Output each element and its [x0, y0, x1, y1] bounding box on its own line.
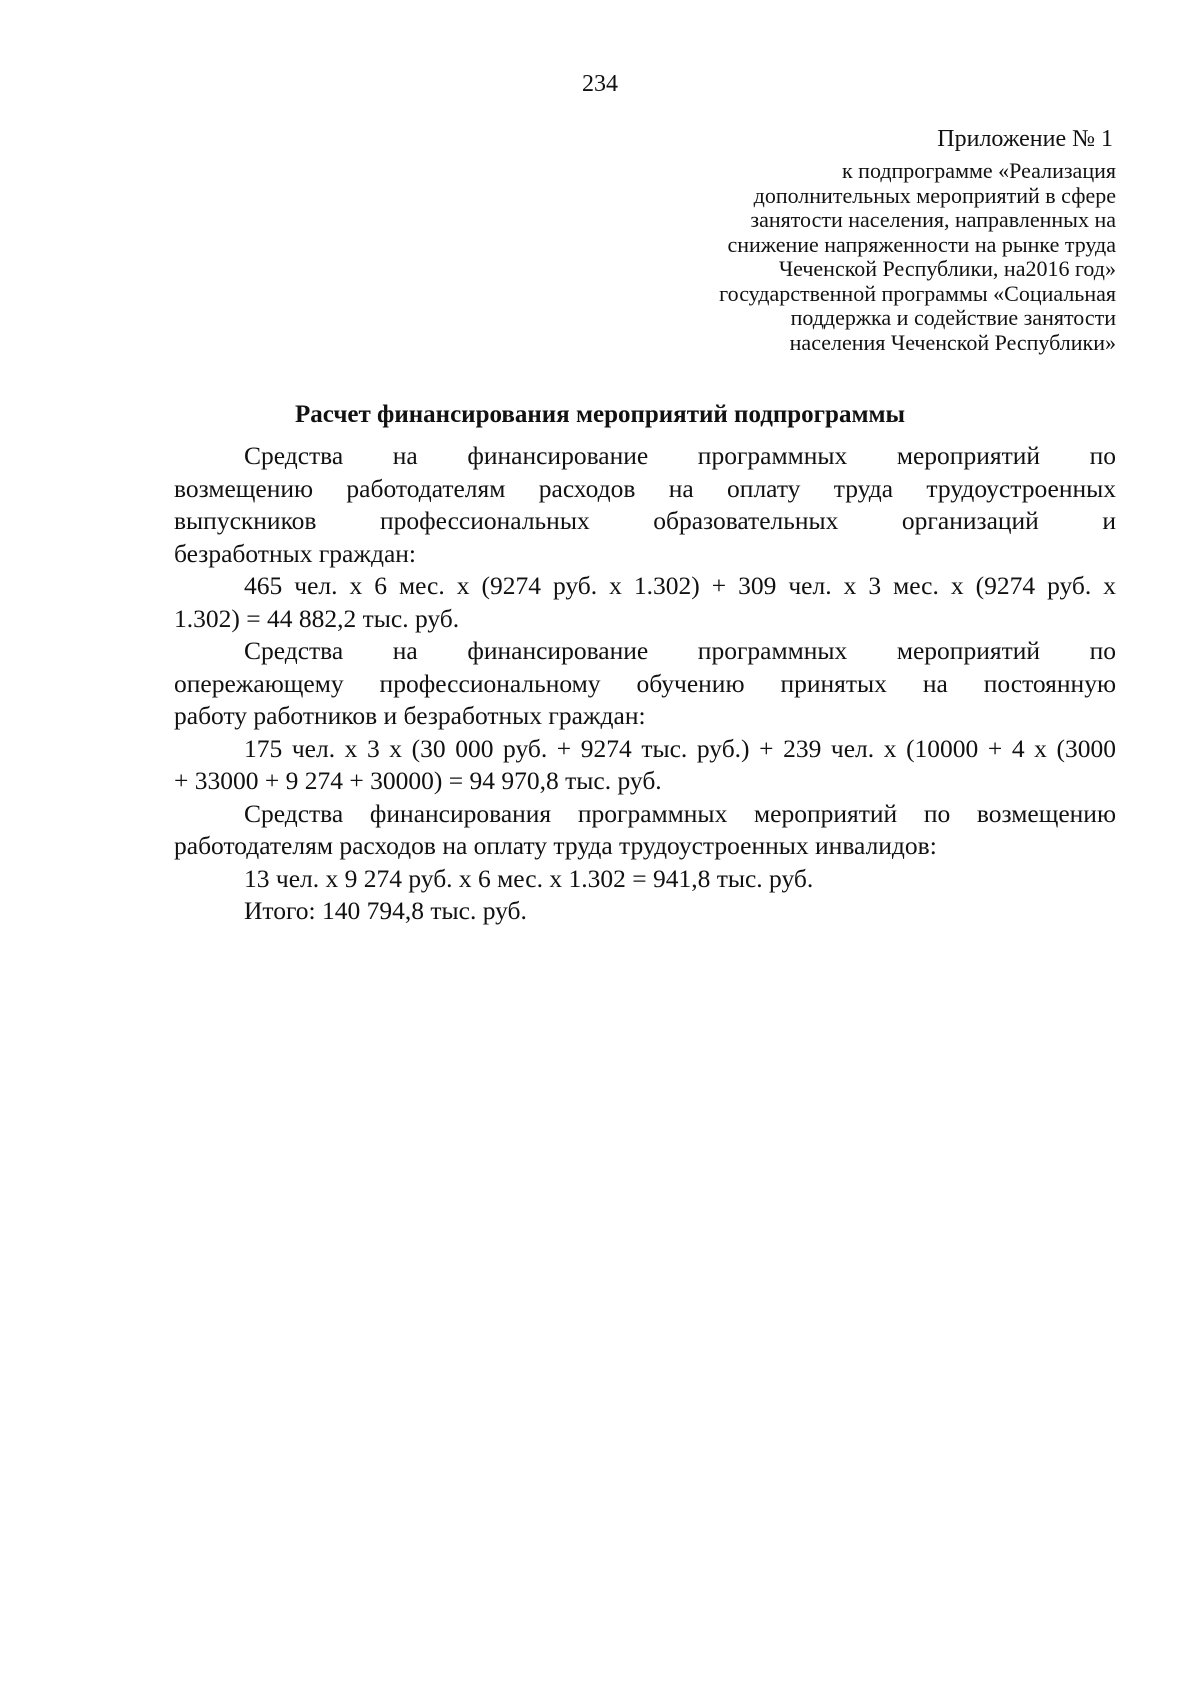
text-line: Средства на финансирование программных мероприятий по	[244, 636, 1116, 665]
formula-line: 1.302) = 44 882,2 тыс. руб.	[174, 603, 460, 633]
total-sum	[174, 895, 1116, 928]
formula-line: 175 чел. х 3 х (30 000 руб. + 9274 тыс. руб.) + 239 чел. х (10000 + 4 х (3000	[244, 733, 1116, 763]
appendix-line: занятости населения, направленных на	[750, 207, 1116, 232]
appendix-line: дополнительных мероприятий в сфере	[753, 182, 1116, 208]
total-line: Итого: 140 794,8 тыс. руб.	[244, 896, 527, 925]
formula-line: + 33000 + 9 274 + 30000) = 94 970,8 тыс. руб.	[174, 766, 662, 795]
formula-disabled	[174, 863, 1116, 896]
appendix-line: снижение напряженности на рынке труда	[727, 231, 1116, 257]
appendix-line: поддержка и содействие занятости	[790, 305, 1116, 330]
text-line: выпускников профессиональных образовательных организаций и	[174, 506, 1116, 535]
formula-graduates	[174, 570, 1116, 635]
paragraph-employer-compensation-graduates	[174, 440, 1116, 570]
page-number: 234	[582, 71, 618, 97]
document-title: Расчет финансирования мероприятий подпрограммы	[294, 401, 906, 428]
formula-training	[174, 733, 1116, 798]
appendix-description	[719, 159, 1116, 355]
appendix-line: к подпрограмме «Реализация	[841, 158, 1116, 183]
paragraph-advanced-training	[174, 635, 1116, 733]
text-line: опережающему профессиональному обучению принятых на постоянную	[174, 668, 1116, 698]
paragraph-disabled-compensation	[174, 798, 1116, 863]
document-body	[174, 440, 1116, 928]
appendix-label: Приложение № 1	[937, 126, 1113, 152]
text-line: безработных граждан:	[174, 538, 417, 568]
appendix-line: населения Чеченской Республики»	[789, 329, 1116, 355]
text-line: возмещению работодателям расходов на оплату труда трудоустроенных	[174, 473, 1116, 503]
appendix-line: государственной программы «Социальная	[719, 280, 1116, 306]
formula-line: 13 чел. х 9 274 руб. х 6 мес. х 1.302 = 941,8 тыс. руб.	[244, 863, 814, 893]
text-line: работодателям расходов на оплату труда трудоустроенных инвалидов:	[174, 831, 937, 860]
formula-line: 465 чел. х 6 мес. х (9274 руб. х 1.302) + 309 чел. х 3 мес. х (9274 руб. х	[244, 571, 1116, 600]
appendix-line: Чеченской Республики, на2016 год»	[778, 256, 1116, 281]
text-line: Средства финансирования программных мероприятий по возмещению	[244, 798, 1116, 828]
text-line: работу работников и безработных граждан:	[174, 701, 646, 730]
text-line: Средства на финансирование программных мероприятий по	[244, 441, 1116, 470]
